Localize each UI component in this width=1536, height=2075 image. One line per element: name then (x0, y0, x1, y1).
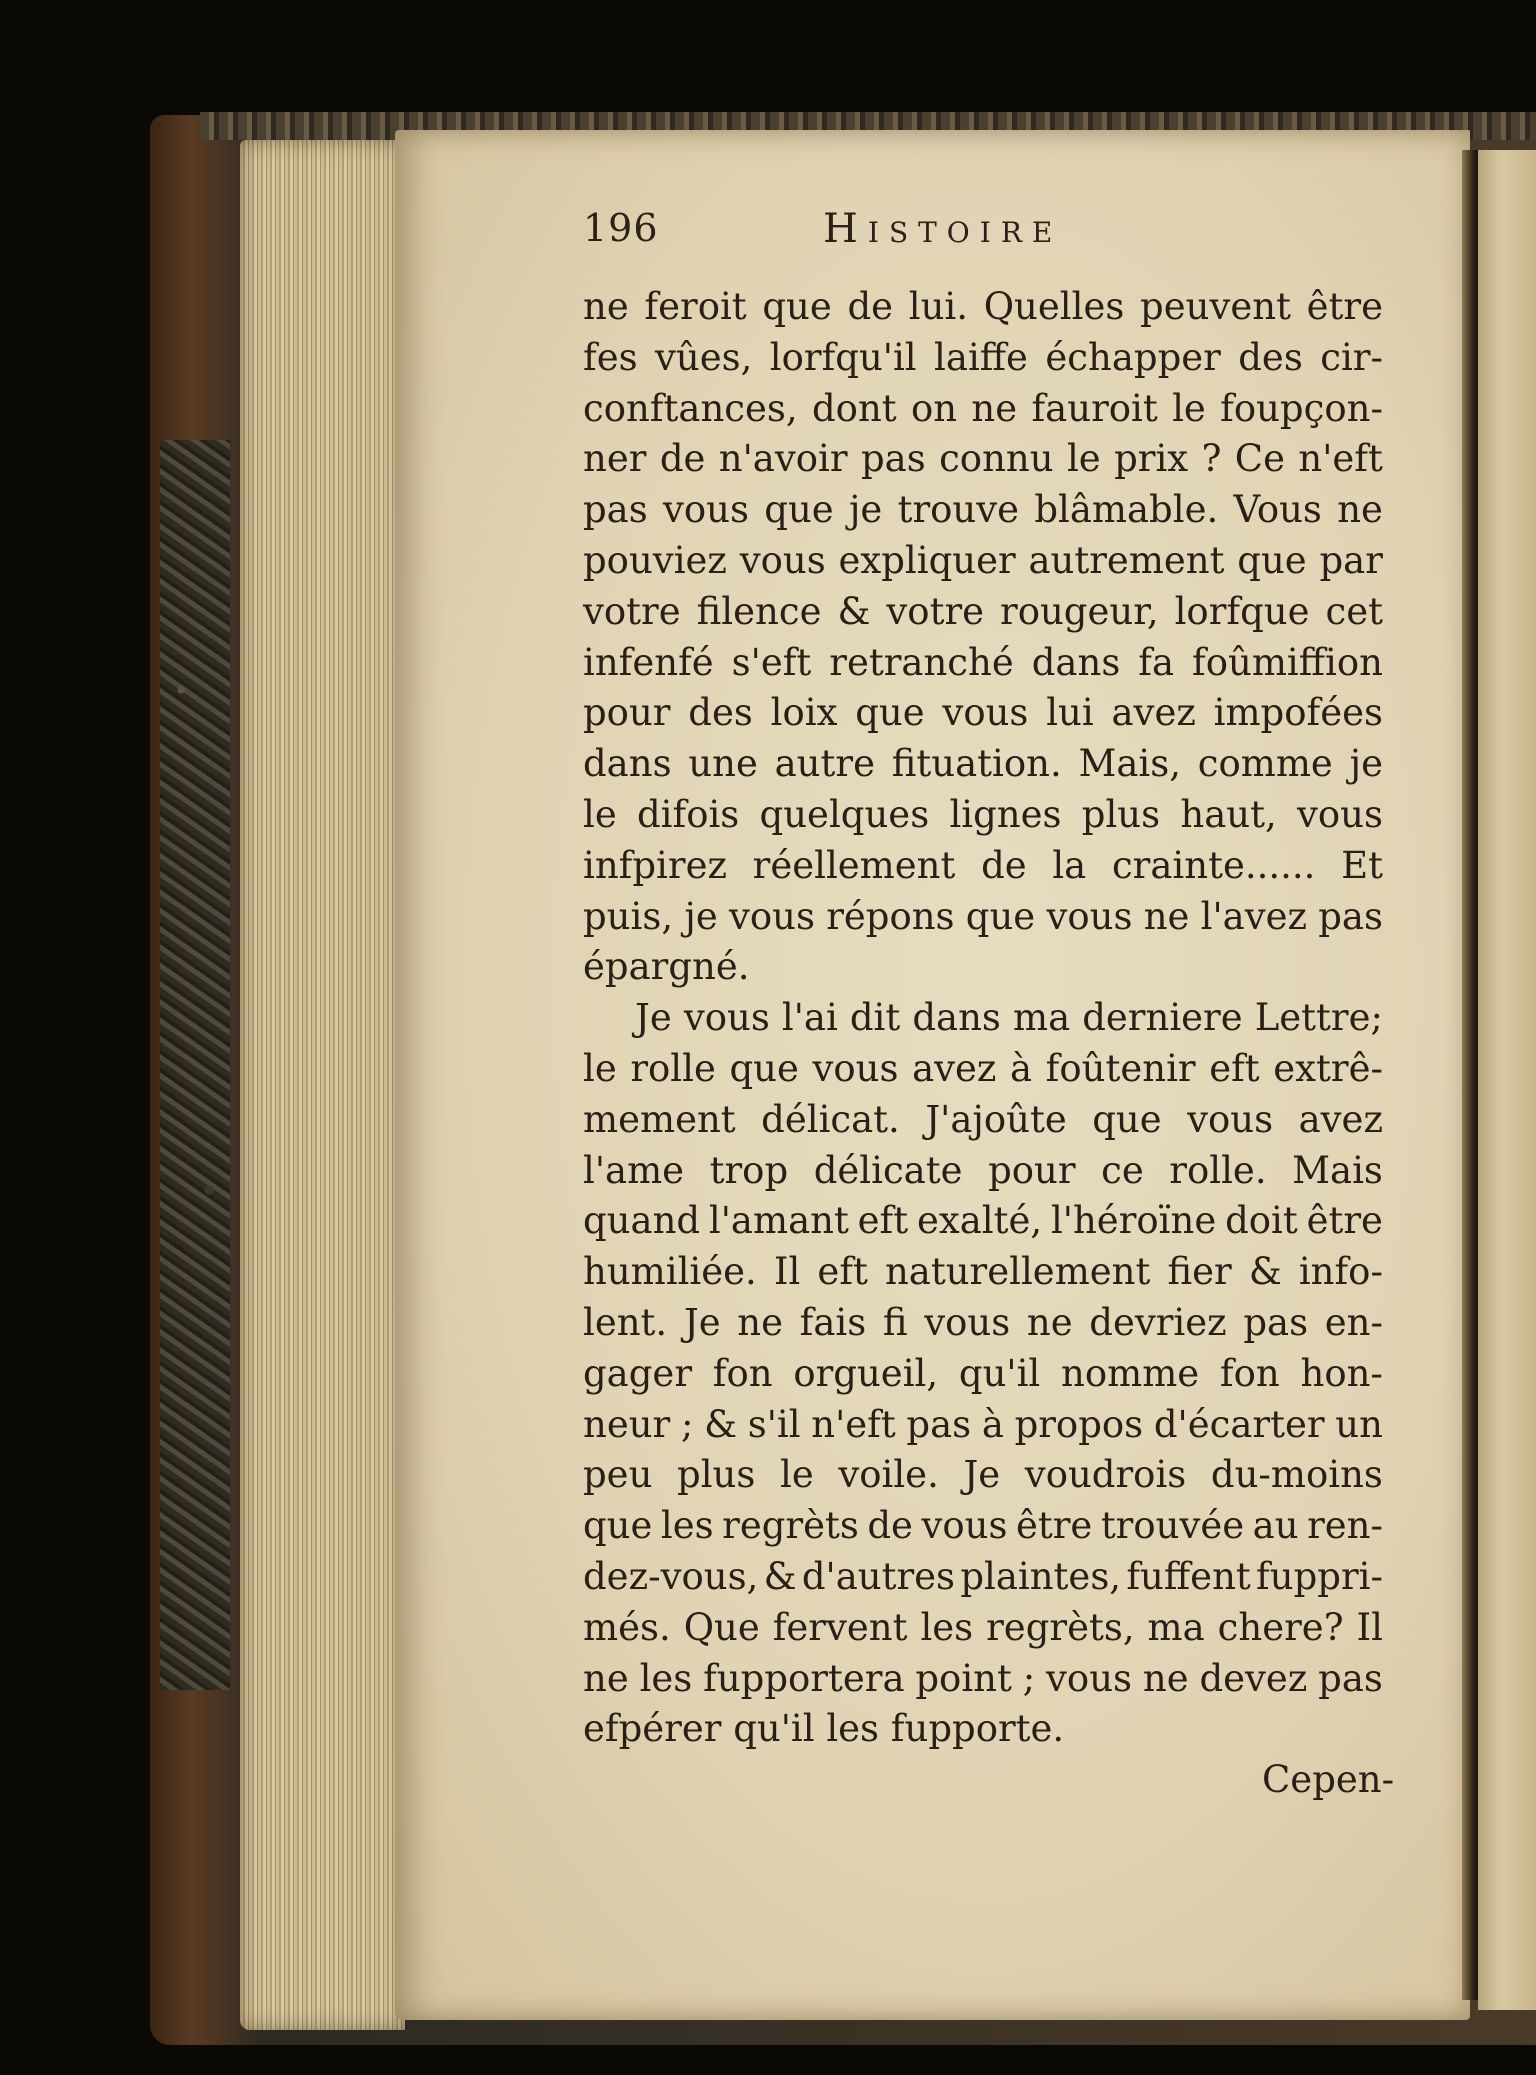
word: délicat. (761, 1097, 900, 1141)
word: pas (906, 1402, 972, 1446)
word: conftances, (583, 386, 798, 430)
word: derniere (1082, 996, 1243, 1040)
word: pour (583, 691, 671, 735)
catchword: Cepen- (1262, 1758, 1395, 1801)
word: fuffent (1126, 1554, 1251, 1598)
word: que (764, 488, 834, 532)
word: fauroit (1031, 386, 1158, 430)
word: avez (912, 1046, 997, 1090)
word: ne (583, 1656, 629, 1700)
word: vous (924, 1300, 1011, 1344)
word: réellement (752, 843, 956, 887)
word: l'héroïne (1050, 1199, 1217, 1243)
word: ma (1147, 1605, 1205, 1649)
word: fier (1167, 1250, 1232, 1294)
text-line (583, 282, 1383, 333)
word: foupçon- (1220, 386, 1383, 430)
word: & (763, 1554, 797, 1598)
word: dans (912, 996, 1001, 1040)
word: peu (583, 1453, 653, 1497)
word: une (688, 742, 758, 786)
word: lent. (583, 1300, 668, 1344)
word: chere? (1217, 1605, 1344, 1649)
word: de (659, 437, 706, 481)
word: au (1252, 1504, 1299, 1548)
word: les (639, 1656, 693, 1700)
text-line (583, 1603, 1383, 1654)
word: vous (921, 1504, 1008, 1548)
text-line (583, 688, 1383, 739)
page-edges (240, 140, 405, 2030)
text-line (583, 1349, 1383, 1400)
word: je (684, 894, 718, 938)
word: le (583, 792, 617, 836)
word: ; (680, 1402, 694, 1446)
word: la (1052, 843, 1087, 887)
word: fituation. (891, 742, 1062, 786)
word: votre (886, 589, 985, 633)
word: fervent (772, 1605, 908, 1649)
word: Ce (1234, 437, 1286, 481)
word: nomme (1061, 1351, 1200, 1395)
word: ne (971, 386, 1018, 430)
text-line (583, 1095, 1383, 1146)
word: impofées (1213, 691, 1383, 735)
word: fuppri- (1256, 1554, 1383, 1598)
word: des (1238, 335, 1303, 379)
word: le (779, 1453, 814, 1497)
text-line (583, 638, 1383, 689)
word: vous (728, 894, 815, 938)
word: d'écarter (1153, 1402, 1325, 1446)
text-line (583, 1654, 1383, 1705)
word: que (855, 691, 925, 735)
word: exalté, (916, 1199, 1043, 1243)
word: neur (583, 1402, 671, 1446)
word: eft (817, 1250, 868, 1294)
word: ce (1101, 1148, 1144, 1192)
word: ne (1143, 894, 1190, 938)
word: vous (1046, 1656, 1133, 1700)
word: être (1015, 1504, 1093, 1548)
word: devriez (1089, 1300, 1227, 1344)
word: trop (709, 1148, 789, 1192)
word: infenfé (583, 640, 714, 684)
word: filence (696, 589, 822, 633)
word: gager (583, 1351, 693, 1395)
word: Je (963, 1453, 1001, 1497)
word: ; (1022, 1656, 1036, 1700)
word: Lettre; (1254, 996, 1383, 1040)
word: l'amant (708, 1199, 849, 1243)
word: J'ajoûte (925, 1097, 1067, 1141)
text-line (583, 892, 1383, 943)
word: dont (811, 386, 897, 430)
word: voudrois (1024, 1453, 1187, 1497)
text-line (583, 1298, 1383, 1349)
word: on (910, 386, 958, 430)
word: que (729, 1046, 799, 1090)
word: que (583, 1504, 653, 1548)
text-line (583, 841, 1383, 892)
word: lorfque (1174, 589, 1310, 633)
word: s'eft (731, 640, 812, 684)
word: pas (1318, 894, 1383, 938)
word: loix (770, 691, 838, 735)
text-line (583, 1247, 1383, 1298)
word: qu'il (958, 1351, 1041, 1395)
word: ne (1337, 488, 1383, 532)
word: n'avoir (718, 437, 848, 481)
word: blâmable. (1034, 488, 1219, 532)
word: ren- (1307, 1504, 1383, 1548)
word: Je (635, 996, 672, 1040)
text-line (583, 384, 1383, 435)
word: le (1066, 437, 1101, 481)
word: un (1335, 1402, 1383, 1446)
body-text (583, 282, 1383, 1755)
text-line (583, 1146, 1383, 1197)
word: cir- (1320, 335, 1383, 379)
word: doit (1225, 1199, 1298, 1243)
word: vûes, (655, 335, 753, 379)
word: Quelles (983, 285, 1125, 328)
word: que (1092, 1097, 1162, 1141)
word: expliquer (838, 538, 1016, 582)
word: autre (774, 742, 875, 786)
word: lui. (908, 285, 969, 328)
word: fes (583, 335, 638, 379)
word: feroit (644, 285, 747, 328)
word: vous (1296, 792, 1383, 836)
word: trouvée (1100, 1504, 1245, 1548)
word: & (1248, 1250, 1282, 1294)
word: Et (1341, 843, 1383, 887)
word: Il (773, 1250, 801, 1294)
text-line (583, 993, 1383, 1044)
word: devez (1199, 1656, 1308, 1700)
word: du-moins (1210, 1453, 1383, 1497)
word: dans (583, 742, 672, 786)
word: à (981, 1402, 1004, 1446)
word: de (867, 1504, 913, 1548)
word: avez (1111, 691, 1196, 735)
word: ne (583, 285, 629, 328)
word: dans (1031, 640, 1121, 684)
word: Je (683, 1300, 721, 1344)
text-line (583, 587, 1383, 638)
word: haut, (1180, 792, 1277, 836)
word: vous (663, 488, 749, 532)
word: fon (1219, 1351, 1280, 1395)
word: ? (1201, 437, 1222, 481)
word: fa (1138, 640, 1175, 684)
word: être (1306, 285, 1383, 328)
word: que (1237, 538, 1307, 582)
word: pas (1243, 1300, 1309, 1344)
word: de (847, 285, 894, 328)
word: Mais, (1078, 742, 1182, 786)
word: que (762, 285, 832, 328)
word: naturellement (884, 1250, 1151, 1294)
word: de (981, 843, 1027, 887)
text-line (583, 1044, 1383, 1095)
word: prix (1114, 437, 1189, 481)
word: info- (1298, 1250, 1383, 1294)
word: dez-vous, (583, 1554, 759, 1598)
word: Il (1356, 1605, 1383, 1649)
word: vous (683, 996, 770, 1040)
word: difois (636, 792, 740, 836)
word: fon (712, 1351, 773, 1395)
word: trouve (897, 488, 1020, 532)
page-number: 196 (583, 206, 659, 250)
word: n'eft (1298, 437, 1383, 481)
word: fi (882, 1300, 908, 1344)
word: mement (583, 1097, 736, 1141)
word: quelques (759, 792, 930, 836)
word: l'ai (781, 996, 838, 1040)
word: je (848, 488, 883, 532)
word: rolle. (1169, 1148, 1267, 1192)
text-line (583, 739, 1383, 790)
word: pas (1318, 1656, 1383, 1700)
word: laiffe (934, 335, 1028, 379)
word: fais (799, 1300, 867, 1344)
word: le (1172, 386, 1206, 430)
word: dit (849, 996, 901, 1040)
word: infpirez (583, 843, 727, 887)
gutter-shadow (1462, 150, 1478, 2000)
word: plaintes, (960, 1554, 1122, 1598)
word: que (965, 894, 1036, 938)
word: les (920, 1605, 974, 1649)
word: crainte...... (1111, 843, 1316, 887)
word: extrê- (1273, 1046, 1383, 1090)
word: le (583, 1046, 617, 1090)
text-line: épargné. (583, 945, 750, 989)
word: par (1319, 538, 1383, 582)
word: fupportera (703, 1656, 905, 1700)
text-line (583, 485, 1383, 536)
text-line (583, 790, 1383, 841)
running-head (583, 206, 1143, 266)
word: foûtenir (1045, 1046, 1196, 1090)
word: à (1010, 1046, 1033, 1090)
word: Vous (1233, 488, 1322, 532)
word: Mais (1292, 1148, 1383, 1192)
marbled-cover (160, 440, 230, 1690)
word: pas (583, 488, 648, 532)
word: être (1306, 1199, 1383, 1243)
word: pour (988, 1148, 1076, 1192)
text-line (583, 536, 1383, 587)
text-line (583, 434, 1383, 485)
word: point (915, 1656, 1012, 1700)
word: je (1349, 742, 1383, 786)
word: lorfqu'il (769, 335, 917, 379)
word: propos (1014, 1402, 1144, 1446)
word: vous (1046, 894, 1133, 938)
word: regrèts, (986, 1605, 1135, 1649)
word: orgueil, (793, 1351, 939, 1395)
word: d'autres (801, 1554, 956, 1598)
text-line (583, 1400, 1383, 1451)
word: autrement (1028, 538, 1225, 582)
word: votre (583, 589, 681, 633)
word: délicate (813, 1148, 963, 1192)
word: avez (1298, 1097, 1383, 1141)
word: vous (1187, 1097, 1274, 1141)
word: peuvent (1140, 285, 1291, 328)
word: humiliée. (583, 1250, 757, 1294)
word: lignes (949, 792, 1062, 836)
word: ma (1012, 996, 1071, 1040)
word: échapper (1045, 335, 1221, 379)
word: vous (942, 691, 1029, 735)
word: retranché (829, 640, 1014, 684)
facing-page-edge (1478, 150, 1536, 2010)
word: ne (1026, 1300, 1073, 1344)
word: plus (677, 1453, 756, 1497)
word: vous (812, 1046, 899, 1090)
word: ner (583, 437, 647, 481)
word: puis, (583, 894, 674, 938)
word: répons (826, 894, 955, 938)
word: n'eft (811, 1402, 896, 1446)
word: foûmiffion (1192, 640, 1383, 684)
word: més. (583, 1605, 671, 1649)
word: rolle (630, 1046, 716, 1090)
word: eft (857, 1199, 909, 1243)
word: eft (1209, 1046, 1260, 1090)
word: ne (1142, 1656, 1189, 1700)
word: quand (583, 1199, 701, 1243)
text-line: efpérer qu'il les fupporte. (583, 1707, 1065, 1751)
text-line (583, 333, 1383, 384)
word: voile. (838, 1453, 939, 1497)
word: s'il (747, 1402, 801, 1446)
word: pouviez (583, 538, 727, 582)
word: rougeur, (1000, 589, 1159, 633)
text-line (583, 1552, 1383, 1603)
running-title: Histoire (823, 206, 1063, 252)
word: ne (737, 1300, 783, 1344)
word: connu (939, 437, 1054, 481)
word: & (837, 589, 871, 633)
word: cet (1325, 589, 1383, 633)
word: plus (1081, 792, 1161, 836)
word: vous (739, 538, 826, 582)
text-line (583, 1196, 1383, 1247)
text-line (583, 1501, 1383, 1552)
word: l'avez (1200, 894, 1308, 938)
word: des (688, 691, 753, 735)
word: les (660, 1504, 714, 1548)
word: pas (860, 437, 926, 481)
word: & (704, 1402, 738, 1446)
word: en- (1324, 1300, 1383, 1344)
text-line (583, 1450, 1383, 1501)
word: hon- (1300, 1351, 1383, 1395)
word: Que (683, 1605, 760, 1649)
word: lui (1046, 691, 1094, 735)
word: regrèts (722, 1504, 859, 1548)
word: comme (1197, 742, 1333, 786)
word: l'ame (583, 1148, 685, 1192)
